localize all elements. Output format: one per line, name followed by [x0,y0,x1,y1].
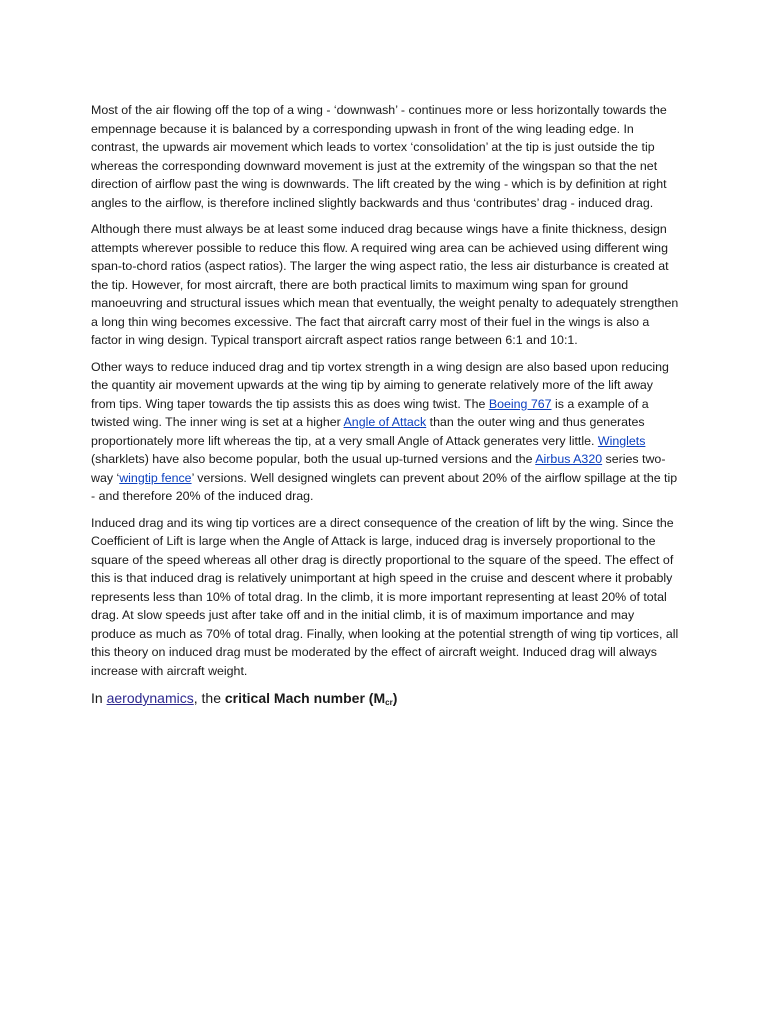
text-segment: (sharklets) have also become popular, both the usual up-turned versions and the [91,452,536,466]
winglets-link[interactable]: Winglets [597,433,646,448]
paragraph-induced-drag: Induced drag and its wing tip vortices are a direct consequence of the creation of lift by the wing. Since the Coefficient of Lift is large when the Angle of Attack is large, induced drag is inversely proportional to the square of the speed whereas all other drag is directly proportional to the square of the speed. The effect of this is that induced drag is relatively unimportant at high speed in the cruise and descent where it probably represents less than 10% of total drag. In the climb, it is more important representing at least 20% of total drag. At slow speeds just after take off and in the initial climb, it is of maximum importance and may produce as much as 70% of total drag. Finally, when looking at the potential strength of wing tip vortices, all this theory on induced drag must be moderated by the effect of aircraft weight. Induced drag will always increase with aircraft weight. [91,515,679,678]
paragraph-wing-design [91,358,681,506]
document-body [91,101,681,721]
critical-mach-line [91,688,681,713]
text-segment: Other ways to reduce induced drag and tip vortex strength in a wing design are also based upon reducing the quantity air movement upwards at the wing tip by aiming to generate relatively more of the lift away from tips. Wing taper towards the tip assists this as does wing twist. The [91,359,669,411]
wingtip-fence-link[interactable]: wingtip fence [119,470,192,485]
bold-text: critical Mach number (M [224,690,386,706]
airbus-a320-link[interactable]: Airbus A320 [535,452,603,466]
subscript-cr: cr [385,698,393,707]
paragraph-downwash: Most of the air flowing off the top of a wing - ‘downwash’ - continues more or less horizontally towards the empennage because it is balanced by a corresponding upwash in front of the wing leading edge. In contrast, the upwards air movement which leads to vortex ‘consolidation’ at the tip is just outside the tip whereas the corresponding downward movement is just at the extremity of the wingspan so that the net direction of airflow past the wing is downwards. The lift created by the wing - which is by definition at right angles to the airflow, is therefore inclined slightly backwards and thus ‘contributes’ drag - induced drag. [91,103,667,210]
critical-mach-term [225,690,398,706]
text-segment: is a example of a twisted wing. The inner wing is set at a higher [91,396,649,429]
boeing-767-link[interactable]: Boeing 767 [488,396,552,411]
paragraph-aspect-ratio: Although there must always be at least some induced drag because wings have a finite thickness, design attempts wherever possible to reduce this flow. A required wing area can be achieved using different wing span-to-chord ratios (aspect ratios). The larger the wing aspect ratio, the less air disturbance is created at the tip. However, for most aircraft, there are both practical limits to maximum wing span for ground manoeuvring and structural issues which mean that eventually, the weight penalty to adequately strengthen a long thin wing becomes excessive. The fact that aircraft carry most of their fuel in the wings is also a factor in wing design. Typical transport aircraft aspect ratios range between 6:1 and 10:1. [91,222,679,347]
bold-text-end: ) [392,690,398,706]
aerodynamics-link[interactable]: aerodynamics [106,690,194,706]
text-segment: ’ versions. Well designed winglets can prevent about 20% of the airflow spillage at the tip - and therefore 20% of the induced drag. [91,470,678,503]
angle-of-attack-link[interactable]: Angle of Attack [343,415,427,429]
text-segment: than the outer wing and thus generates proportionately more lift whereas the tip, at a very small Angle of Attack generates very little. [91,415,645,448]
text-segment: series two-way ‘ [91,452,666,485]
text-segment: In [91,690,107,706]
text-segment: , the [193,690,225,706]
